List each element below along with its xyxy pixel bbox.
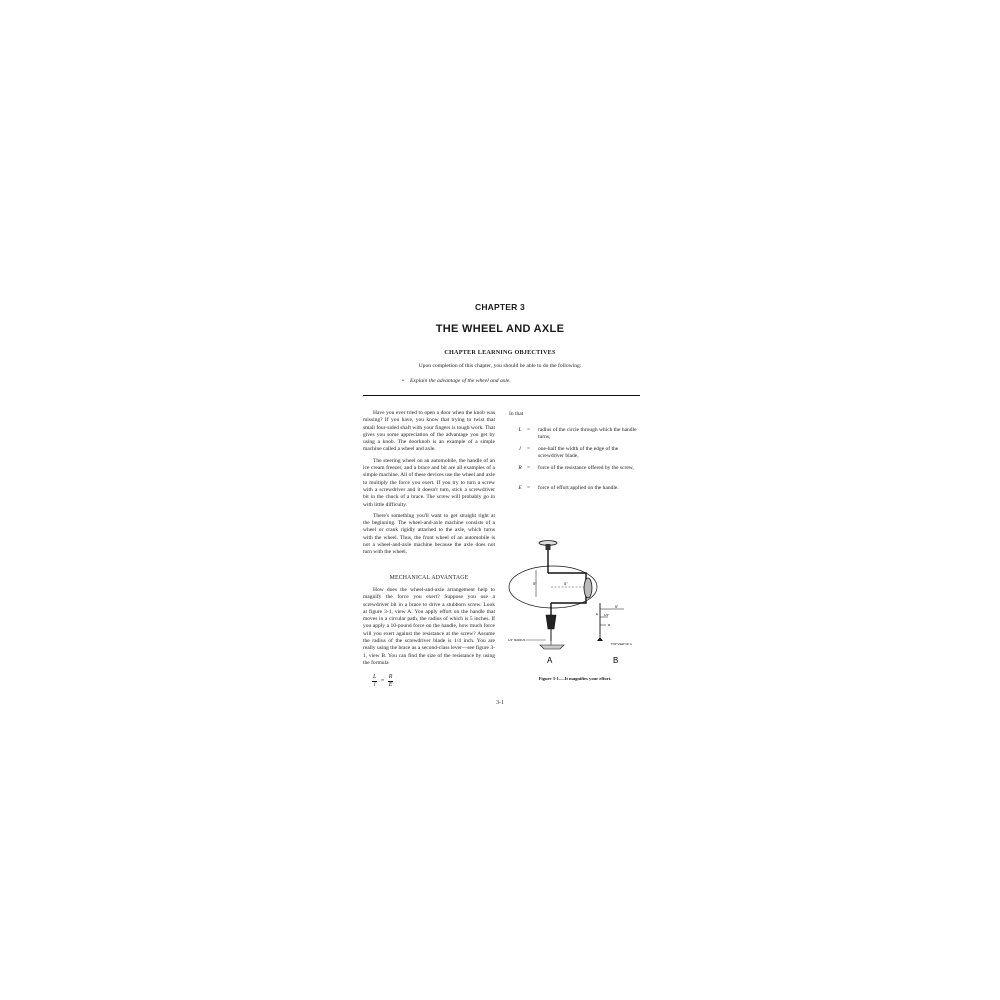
body-paragraph: Have you ever tried to open a door when the knob was missing? If you have, you know that trying to twist that small four-sided shaft with your fingers is tough work. That gives you some appreciation of the advantage you get by using a knob. The doorknob is an example of a simple machine called a wheel and axle. [363,410,495,453]
body-column-left-section [363,587,495,667]
brace-chuck [546,615,556,629]
formula-rhs-denominator: E [388,681,393,688]
view-a-illustration [509,541,597,649]
definition-symbol: L [518,427,522,433]
definition-text: force of the resistance offered by the screw, [538,465,634,471]
definition-equals: = [527,485,531,491]
formula-rhs-numerator: R [388,674,393,680]
brace-handle-grip [584,578,592,598]
screw-board [540,645,564,649]
definition-symbol: E [518,485,522,491]
formula-rhs [388,674,394,688]
dim-5in-radius-label: 5" [564,582,568,586]
brace-knob-neck [546,544,551,550]
definition-text: one-half the width of the edge of the screwdriver blade, [538,446,619,460]
top-view-label: TOP VIEW OF A [611,642,632,646]
definition-symbol: l [519,446,521,452]
formula-lhs-numerator: L [373,674,377,680]
dim-quarter-in-label: 1/4" [604,613,610,617]
formula-lhs [372,674,377,688]
radius-label: 1/4" RADIUS [508,638,526,642]
brace-crank [548,573,586,603]
objectives-intro: Upon completion of this chapter, you should be able to do the following: [418,363,582,369]
view-b-label: B [613,656,619,665]
definition-equals: = [527,446,531,452]
view-b-illustration [597,603,624,641]
body-paragraph: There's something you'll want to get straight right at the beginning. The wheel-and-axle machine consists of a wheel or crank rigidly attached to the axle, which turns with the wheel. Thus, the front wheel of an automobile is not a wheel-and-axle machine because the axle does not turn with the wheel. [363,512,495,556]
fulcrum-icon [597,637,603,641]
section-heading: MECHANICAL ADVANTAGE [389,575,469,581]
chapter-title: THE WHEEL AND AXLE [435,323,565,335]
definition-equals: = [527,465,531,471]
objectives-heading: CHAPTER LEARNING OBJECTIVES [444,349,556,356]
dim-5in-b-label: 5" [615,605,619,609]
brace-figure [500,525,650,670]
objective-item-text: Explain the advantage of the wheel and axle. [410,378,511,384]
page-number: 3-1 [496,700,504,706]
objective-item [402,378,662,384]
bullet-icon: • [402,378,404,384]
formula-equals: = [380,678,385,684]
formula [372,674,393,688]
definition-text: radius of the circle through which the handle turns, [538,427,637,441]
body-column-left [363,410,495,561]
definition-text: force of effort applied on the handle. [538,485,619,491]
formula-lhs-denominator: l [373,681,376,688]
definition-symbol: R [518,465,522,471]
resistance-r-label: R [608,623,611,627]
dim-5in-label: 5" [533,582,537,586]
body-paragraph: The steering wheel on an automobile, the handle of an ice cream freezer, and a brace and bit are all examples of a simple machine. All of these devices use the wheel and axle to multiply the force you exert. If you try to turn a screw with a screwdriver and it doesn't turn, stick a screwdriver bit in the chuck of a brace. The screw will probably go in with little difficulty. [363,457,495,508]
figure-caption: Figure 3-1.—It magnifies your effort. [538,676,612,681]
definitions-intro: In that [509,411,524,417]
effort-e-label: E [596,612,599,616]
chapter-label: CHAPTER 3 [475,302,525,312]
body-paragraph: How does the wheel-and-axle arrangement help to magnify the force you exert? Suppose you use a screwdriver bit in a brace to drive a stubborn screw. Look at figure 3-1, view A. You apply effort on the handle that moves in a circular path, the radius of which is 5 inches. If you apply a 10-pound force on the handle, how much force will you exert against the resistance at the screw? Assume the radius of the screwdriver blade is 1/4 inch. You are really using the brace as a second-class lever—see figure 3-1, view B. You can find the size of the resistance by using the formula [363,587,495,666]
view-a-label: A [547,656,553,665]
definition-equals: = [527,427,531,433]
section-divider [363,395,640,396]
